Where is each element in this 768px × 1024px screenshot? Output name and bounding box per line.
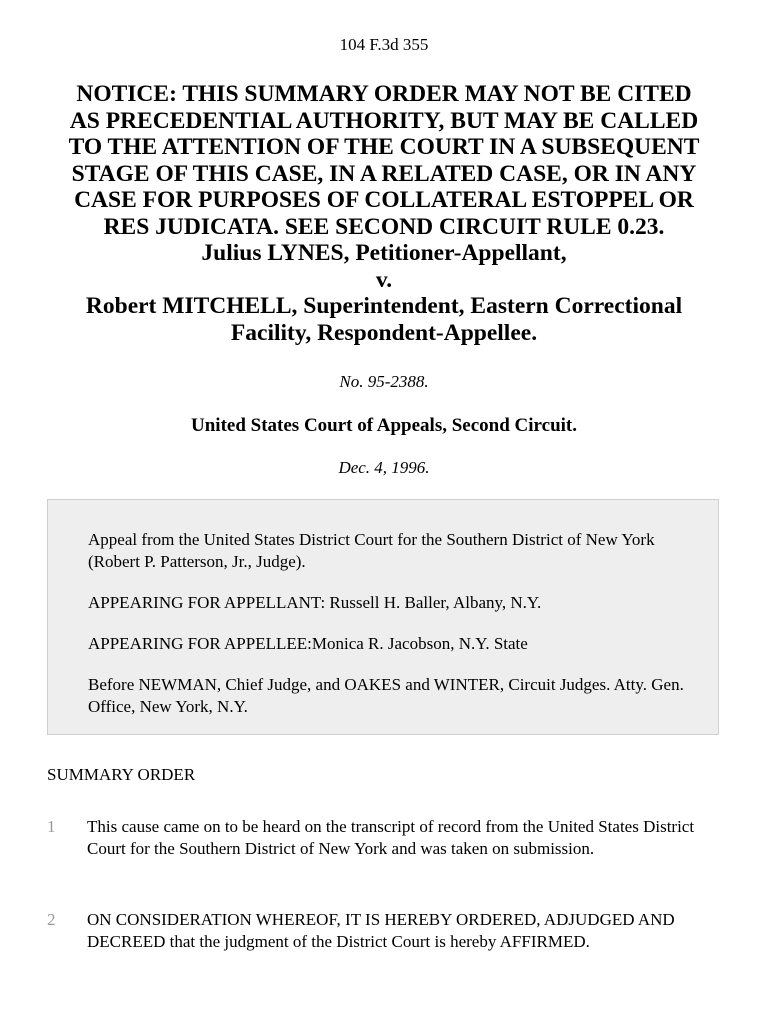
notice-line: AS PRECEDENTIAL AUTHORITY, BUT MAY BE CALLED	[69, 107, 699, 134]
paragraph-number: 2	[47, 910, 56, 929]
notice-line: STAGE OF THIS CASE, IN A RELATED CASE, OR IN ANY	[71, 160, 697, 187]
versus: v.	[375, 266, 393, 293]
docket-number: No. 95-2388.	[339, 372, 429, 391]
paragraph-text: This cause came on to be heard on the transcript of record from the United States District Court for the Southern District of New York and was taken on submission.	[87, 817, 695, 858]
paragraph-number: 1	[47, 817, 56, 836]
case-caption	[40, 81, 728, 346]
paragraph-text: ON CONSIDERATION WHEREOF, IT IS HEREBY ORDERED, ADJUDGED AND DECREED that the judgment of the District Court is hereby AFFIRMED.	[87, 910, 675, 951]
respondent-line: Robert MITCHELL, Superintendent, Eastern Correctional	[85, 293, 683, 319]
citation: 104 F.3d 355	[339, 35, 429, 54]
petitioner: Julius LYNES, Petitioner-Appellant,	[201, 240, 567, 266]
court-name: United States Court of Appeals, Second Circuit.	[191, 415, 577, 436]
appellee-counsel: APPEARING FOR APPELLEE:Monica R. Jacobson, N.Y. State	[88, 634, 528, 653]
panel-judges: Before NEWMAN, Chief Judge, and OAKES and WINTER, Circuit Judges. Atty. Gen. Office, New York, N.Y.	[88, 675, 684, 716]
notice-line: TO THE ATTENTION OF THE COURT IN A SUBSEQUENT	[68, 134, 700, 160]
case-info-box	[47, 499, 719, 735]
summary-order-heading: SUMMARY ORDER	[47, 765, 196, 784]
notice-line: NOTICE: THIS SUMMARY ORDER MAY NOT BE CITED	[76, 81, 692, 107]
respondent-line: Facility, Respondent-Appellee.	[230, 319, 538, 346]
appellant-counsel: APPEARING FOR APPELLANT: Russell H. Baller, Albany, N.Y.	[88, 593, 542, 612]
notice-line: RES JUDICATA. SEE SECOND CIRCUIT RULE 0.23.	[103, 213, 665, 240]
decision-date: Dec. 4, 1996.	[338, 458, 430, 477]
notice-line: CASE FOR PURPOSES OF COLLATERAL ESTOPPEL OR	[74, 187, 694, 213]
appeal-info: Appeal from the United States District Court for the Southern District of New York (Robert P. Patterson, Jr., Judge).	[88, 530, 655, 571]
